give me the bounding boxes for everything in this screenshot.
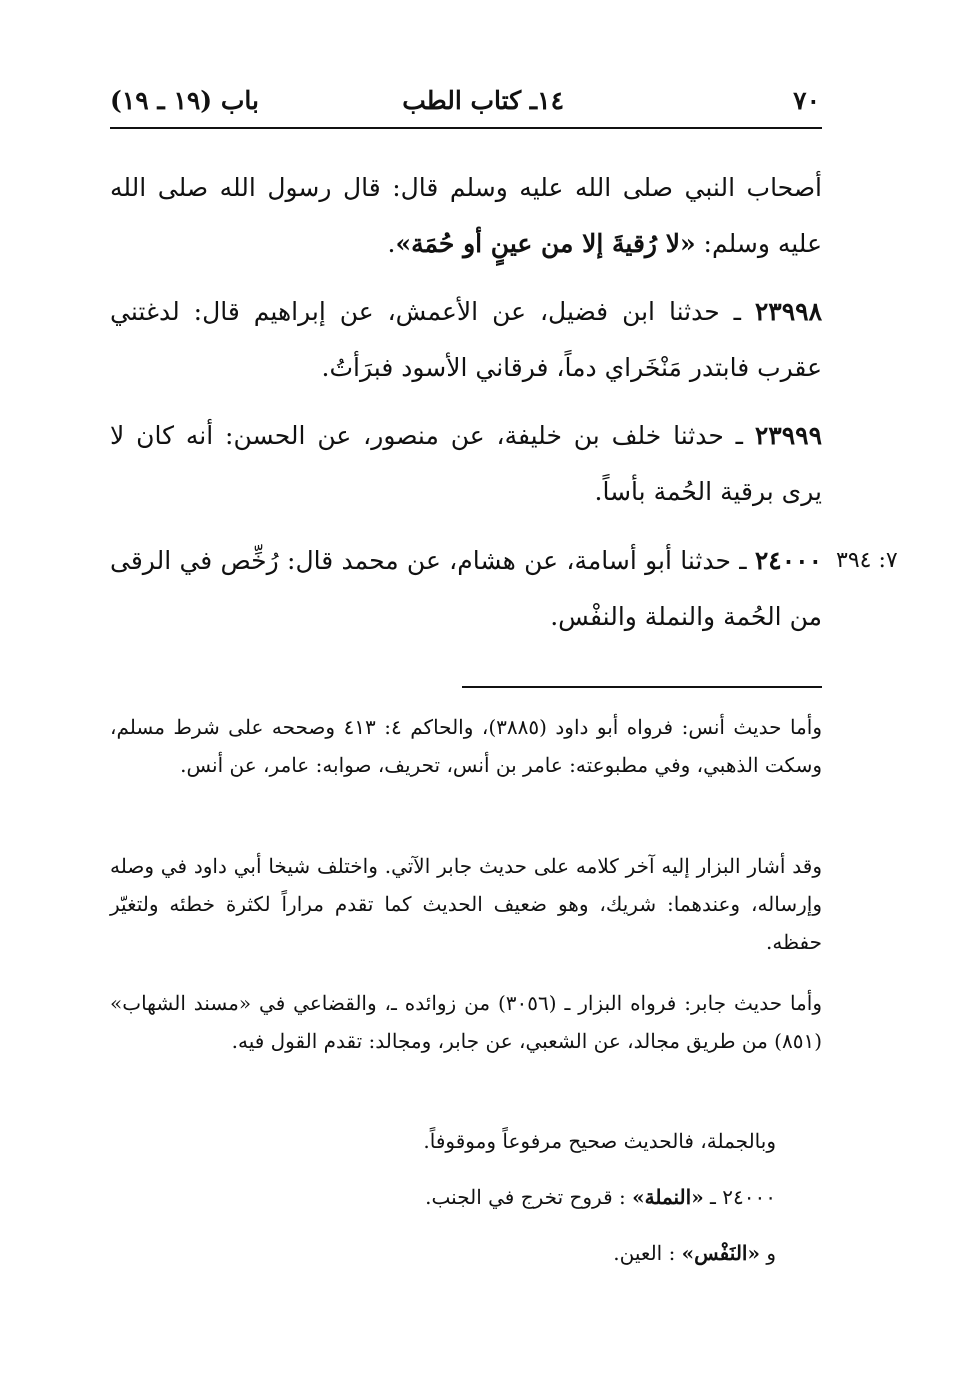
hadith-paragraph-24000 [110,533,822,645]
paragraph-tail: . [387,229,396,258]
hadith-paragraph-23998 [110,284,822,396]
chapter-reference: باب (١٩ ـ ١٩) [110,86,259,115]
gloss-definition: : قروح تخرج في الجنب. [425,1185,633,1209]
footnote-paragraph: وأما حديث أنس: فرواه أبو داود (٣٨٨٥)، والحاكم ٤: ٤١٣ وصححه على شرط مسلم، وسكت الذهبي، وفي مطبوعته: عامر بن أنس، تحريف، صوابه: عامر، عن أنس. [110,715,822,777]
footnote-paragraph: وأما حديث جابر: فرواه البزار ـ (٣٠٥٦) من زوائده ـ، والقضاعي في «مسند الشهاب» (٨٥١) من طريق مجالد، عن الشعبي، عن جابر، ومجالد: تقدم القول فيه. [110,991,822,1053]
hadith-number: ٢٣٩٩٩ [754,421,822,450]
footnote-paragraph: وقد أشار البزار إليه آخر كلامه على حديث جابر الآتي. واختلف شيخا أبي داود في وصله وإرساله، وعندهما: شريك، وهو ضعيف الحديث كما تقدم مراراً لكثرة خطئه ولتغيّر حفظه. [110,854,822,954]
margin-reference: ٧: ٣٩٤ [836,548,898,573]
paragraph-text: أصحاب النبي صلى الله عليه وسلم قال: قال رسول الله صلى الله عليه وسلم: [110,173,822,258]
gloss-term: «النملة» [632,1185,704,1209]
gloss-definition: : العين. [613,1241,682,1265]
running-header [110,82,822,122]
hadith-number: ٢٤٠٠٠ [754,546,822,575]
gloss-nafs [613,1234,776,1272]
book-title: ١٤ـ كتاب الطب [402,86,564,115]
hadith-number: ٢٣٩٩٨ [754,297,822,326]
gloss-naml [425,1178,776,1216]
gloss-prefix: و [759,1241,776,1265]
gloss-term: «النَفْس» [681,1241,760,1265]
footnote-summary: وبالجملة، فالحديث صحيح مرفوعاً وموقوفاً. [423,1129,776,1153]
hadith-paragraph-continuation [110,160,822,272]
paragraph-text: ـ حدثنا أبو أسامة، عن هشام، عن محمد قال: رُخِّص في الرقى من الحُمة والنملة والنفْس. [110,546,822,631]
page-number: ٧٠ [793,86,820,115]
paragraph-text: ـ حدثنا خلف بن خليفة، عن منصور، عن الحسن: أنه كان لا يرى برقية الحُمة بأساً. [110,421,822,506]
header-divider [110,127,822,129]
footnote-divider [462,686,822,688]
gloss-prefix: ٢٤٠٠٠ ـ [703,1185,776,1209]
prophetic-saying: «لا رُقيةَ إلا من عينٍ أو حُمَة» [395,229,696,258]
paragraph-text: ـ حدثنا ابن فضيل، عن الأعمش، عن إبراهيم قال: لدغتني عقرب فابتدر مَنْخَراي دماً، فرقاني الأسود فبرَأتُ. [110,297,822,382]
hadith-paragraph-23999 [110,408,822,520]
